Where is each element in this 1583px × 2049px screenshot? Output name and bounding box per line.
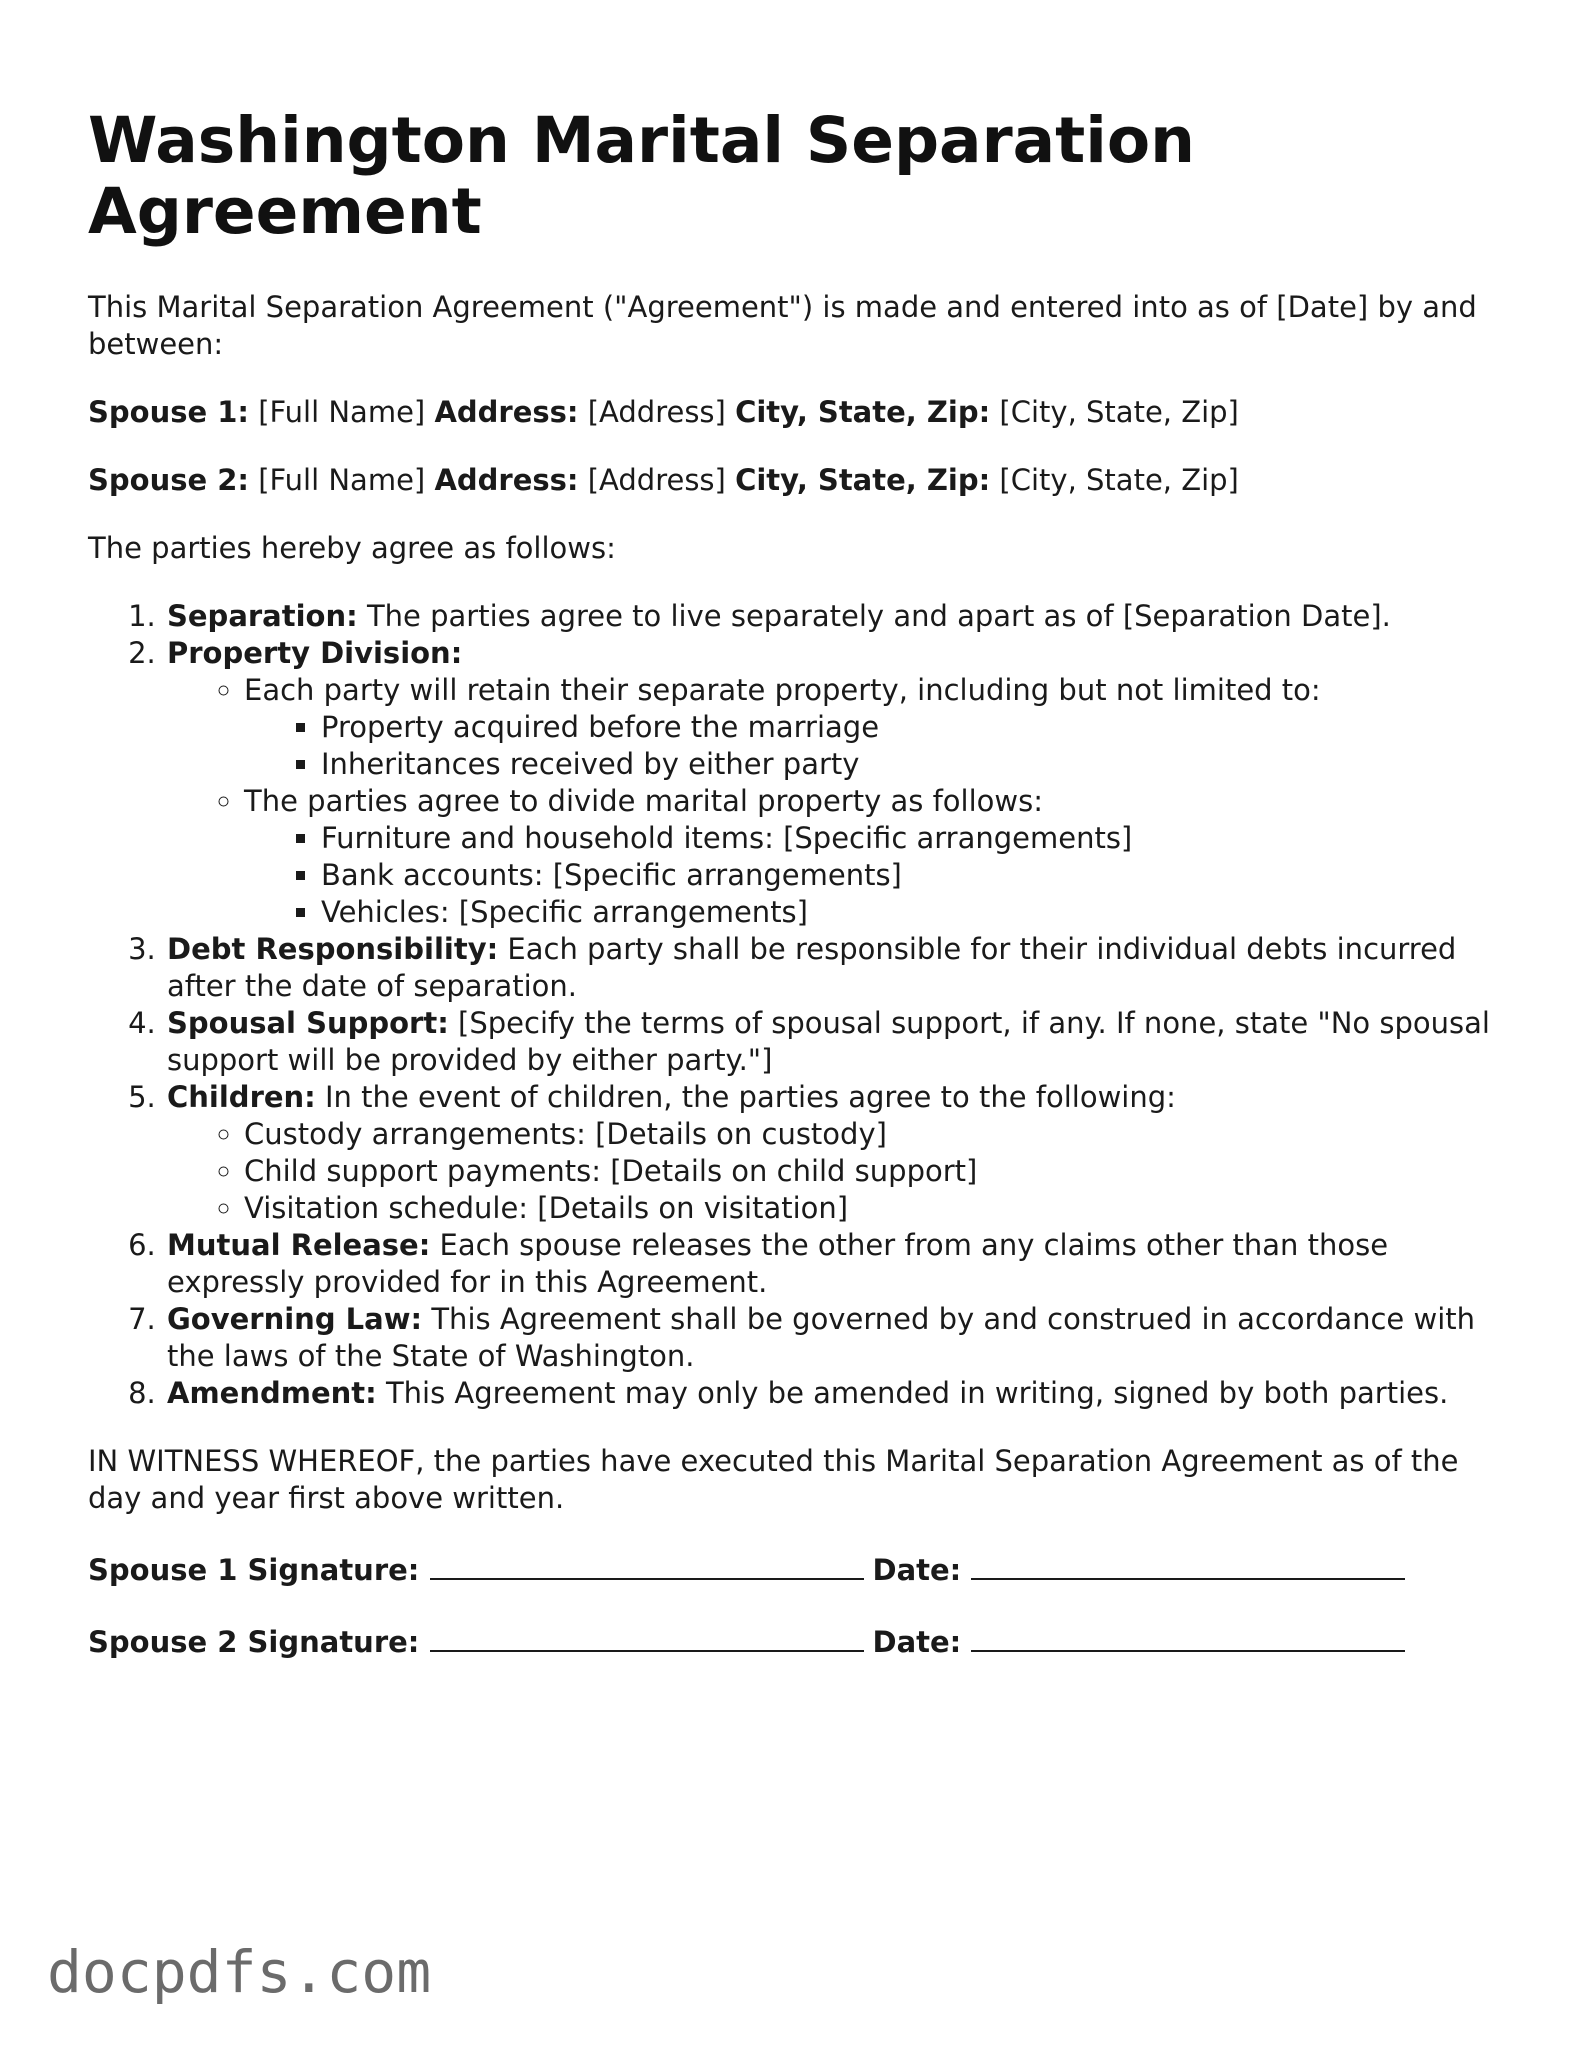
signature-line[interactable] (430, 1548, 864, 1580)
agreement-intro: The parties hereby agree as follows: (88, 531, 616, 565)
spouse1-details (88, 394, 1508, 431)
spouse2-name: [Full Name] (249, 463, 435, 497)
clause-text: The parties agree to live separately and apart as of [Separation Date]. (357, 599, 1391, 633)
list-item: ▪ Vehicles: [Specific arrangements] (321, 894, 1508, 931)
list-item: ◦ Child support payments: [Details on child support] (244, 1153, 1508, 1190)
clause-children (165, 1079, 1508, 1227)
witness-paragraph: IN WITNESS WHEREOF, the parties have executed this Marital Separation Agreement as of the day and year first above written. (88, 1444, 1459, 1515)
clause-text: This Agreement shall be governed by and construed in accordance with the laws of the State of Washington. (167, 1302, 1476, 1373)
spouse1-csz-label: City, State, Zip: (735, 395, 991, 429)
property-sublist (167, 672, 1508, 931)
list-item: ▪ Inheritances received by either party (321, 746, 1508, 783)
clause-title: Separation: (167, 599, 358, 633)
date-label: Date: (872, 1553, 972, 1587)
clause-separation (165, 598, 1508, 635)
clause-title: Children: (167, 1080, 316, 1114)
list-item: ▪ Property acquired before the marriage (321, 709, 1508, 746)
clause-title: Mutual Release: (167, 1228, 431, 1262)
intro-paragraph: This Marital Separation Agreement ("Agreement") is made and entered into as of [Date] by and between: (88, 290, 1477, 361)
spouse1-label: Spouse 1: (88, 395, 250, 429)
clause-text: This Agreement may only be amended in writing, signed by both parties. (376, 1376, 1449, 1410)
clause-text: Each spouse releases the other from any claims other than those expressly provided for in this Agreement. (167, 1228, 1389, 1299)
signature-label: Spouse 1 Signature: (88, 1553, 430, 1587)
separate-property-list (244, 709, 1508, 783)
clause-spousal-support (165, 1005, 1508, 1079)
clause-title: Debt Responsibility: (167, 932, 499, 966)
spouse1-signature-row (88, 1548, 1508, 1589)
clause-title: Property Division: (167, 636, 463, 670)
children-sublist (167, 1116, 1508, 1227)
clause-title: Spousal Support: (167, 1006, 449, 1040)
list-item: ◦ Visitation schedule: [Details on visitation] (244, 1190, 1508, 1227)
clause-mutual-release (165, 1227, 1508, 1301)
clause-property-division (165, 635, 1508, 931)
list-item-text: Each party will retain their separate property, including but not limited to: (244, 673, 1321, 707)
spouse1-csz: [City, State, Zip] (990, 395, 1239, 429)
list-item: ◦ Custody arrangements: [Details on custody] (244, 1116, 1508, 1153)
list-item (244, 783, 1508, 931)
clause-text: In the event of children, the parties agree to the following: (315, 1080, 1176, 1114)
list-item: ▪ Furniture and household items: [Specific arrangements] (321, 820, 1508, 857)
clause-title: Amendment: (167, 1376, 377, 1410)
watermark: docpdfs.com (47, 1938, 432, 2006)
spouse2-csz: [City, State, Zip] (990, 463, 1239, 497)
signature-line[interactable] (430, 1620, 864, 1652)
spouse2-csz-label: City, State, Zip: (735, 463, 991, 497)
date-line[interactable] (971, 1548, 1405, 1580)
spouse2-details (88, 462, 1508, 499)
spouse2-address: [Address] (578, 463, 736, 497)
clause-debt-responsibility (165, 931, 1508, 1005)
spouse1-name: [Full Name] (249, 395, 435, 429)
date-line[interactable] (971, 1620, 1405, 1652)
spouse2-address-label: Address: (434, 463, 579, 497)
date-label: Date: (872, 1625, 972, 1659)
clause-amendment (165, 1375, 1508, 1412)
clause-title: Governing Law: (167, 1302, 423, 1336)
spouse1-address: [Address] (578, 395, 736, 429)
list-item-text: The parties agree to divide marital property as follows: (244, 784, 1043, 818)
spouse1-address-label: Address: (434, 395, 579, 429)
clause-list (88, 598, 1508, 1412)
document-title: Washington Marital Separation Agreement (88, 104, 1195, 248)
clause-text: Each party shall be responsible for their individual debts incurred after the date of separation. (167, 932, 1457, 1003)
spouse2-label: Spouse 2: (88, 463, 250, 497)
clause-governing-law (165, 1301, 1508, 1375)
signature-label: Spouse 2 Signature: (88, 1625, 430, 1659)
marital-property-list (244, 820, 1508, 931)
document-page (88, 105, 1508, 1661)
list-item: ▪ Bank accounts: [Specific arrangements] (321, 857, 1508, 894)
list-item (244, 672, 1508, 783)
spouse2-signature-row (88, 1620, 1508, 1661)
clause-text: [Specify the terms of spousal support, if any. If none, state "No spousal support will be provided by either party."] (167, 1006, 1490, 1077)
